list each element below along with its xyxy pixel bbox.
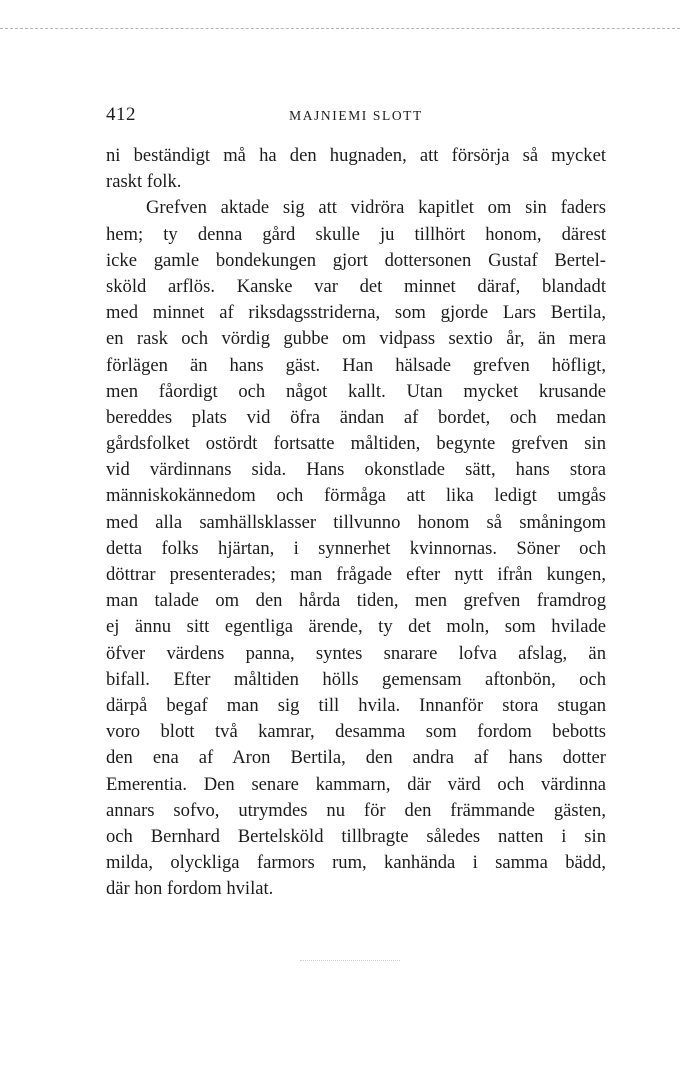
scan-edge-line xyxy=(0,28,680,29)
text-line: gårdsfolket ostördt fortsatte måltiden, begynte grefven sin xyxy=(106,433,606,455)
text-line: Grefven aktade sig att vidröra kapitlet om sin faders xyxy=(146,197,606,219)
text-line: ni beständigt må ha den hugnaden, att försörja så mycket xyxy=(106,145,606,166)
text-line: icke gamle bondekungen gjort dottersonen Gustaf Bertel- xyxy=(106,249,606,271)
text-line: och Bernhard Bertelsköld tillbragte således natten i sin xyxy=(106,825,606,847)
text-line: voro blott två kamrar, desamma som fordom bebotts xyxy=(106,721,606,743)
text-line: man talade om den hårda tiden, men grefven framdrog xyxy=(106,590,606,612)
text-line: en rask och vördig gubbe om vidpass sextio år, än mera xyxy=(106,328,606,350)
text-line: vid värdinnans sida. Hans okonstlade sätt, hans stora xyxy=(106,459,606,481)
bottom-scan-mark xyxy=(300,960,400,961)
text-line: hem; ty denna gård skulle ju tillhört honom, därest xyxy=(106,223,606,245)
text-line: förlägen än hans gäst. Han hälsade grefven höfligt, xyxy=(106,354,606,376)
text-line: raskt folk. xyxy=(106,171,182,193)
text-line: öfver värdens panna, syntes snarare lofva afslag, än xyxy=(106,642,606,664)
text-line: den ena af Aron Bertila, den andra af hans dotter xyxy=(106,747,606,769)
text-line: ej ännu sitt egentliga ärende, ty det moln, som hvilade xyxy=(106,616,606,638)
page-header xyxy=(106,104,606,128)
body-text xyxy=(106,143,606,902)
text-line: där hon fordom hvilat. xyxy=(106,878,274,900)
text-line: detta folks hjärtan, i synnerhet kvinnornas. Söner och xyxy=(106,537,606,559)
text-line: med alla samhällsklasser tillvunno honom så småningom xyxy=(106,511,606,533)
text-line: människokännedom och förmåga att lika ledigt umgås xyxy=(106,485,606,507)
text-line: Emerentia. Den senare kammarn, där värd och värdinna xyxy=(106,773,606,795)
text-line: därpå begaf man sig till hvila. Innanför stora stugan xyxy=(106,694,606,716)
text-line: döttrar presenterades; man frågade efter nytt ifrån kungen, xyxy=(106,564,606,585)
text-line: annars sofvo, utrymdes nu för den främmande gästen, xyxy=(106,799,606,821)
text-line: men fåordigt och något kallt. Utan mycket krusande xyxy=(106,380,606,402)
text-line: bifall. Efter måltiden hölls gemensam aftonbön, och xyxy=(106,668,606,690)
text-line: sköld arflös. Kanske var det minnet däraf, blandadt xyxy=(106,275,606,297)
text-line: med minnet af riksdagsstriderna, som gjorde Lars Bertila, xyxy=(106,302,606,324)
text-line: milda, olyckliga farmors rum, kanhända i samma bädd, xyxy=(106,852,606,874)
running-title: MAJNIEMI SLOTT xyxy=(289,108,423,123)
text-line: bereddes plats vid öfra ändan af bordet, och medan xyxy=(106,406,606,428)
page-number: 412 xyxy=(106,104,136,125)
